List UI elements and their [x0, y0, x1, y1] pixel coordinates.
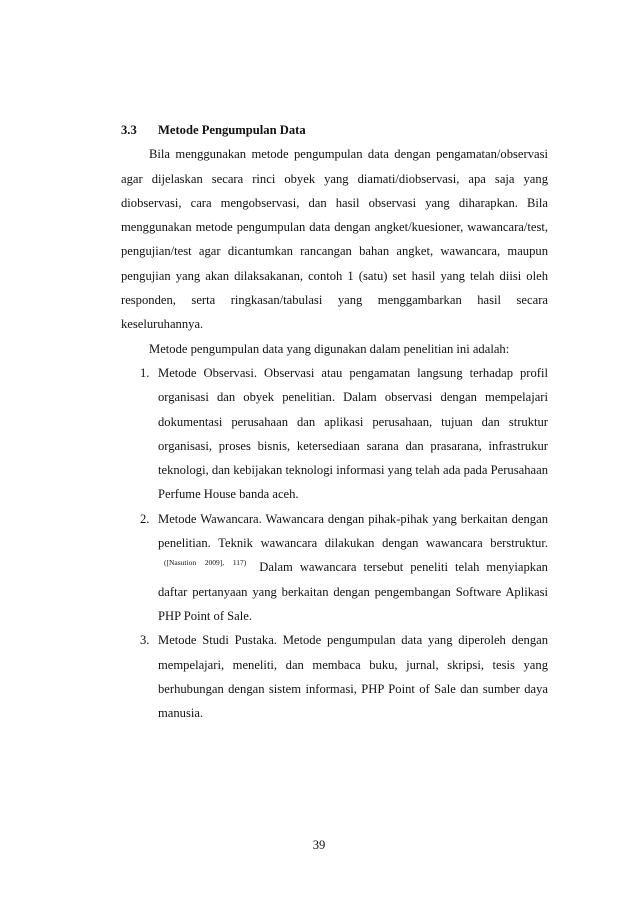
citation: ([Nasution 2009], 117): [164, 558, 247, 568]
list-item-text: Metode Observasi. Observasi atau pengamatan langsung terhadap profil organisasi dan obyek penelitian. Dalam observasi dengan mempelajari dokumentasi perusahaan dan aplikasi perusahaan, tujuan dan struktur organisasi, proses bisnis, ketersediaan sarana dan prasarana, infrastrukur teknologi, dan kebijakan teknologi informasi yang telah ada pada Perusahaan Perfume House banda aceh.: [158, 365, 548, 502]
intro-paragraph: Bila menggunakan metode pengumpulan data dengan pengamatan/observasi agar dijelaskan secara rinci obyek yang diamati/diobservasi, apa saja yang diobservasi, cara mengobservasi, dan hasil observasi yang diharapkan. Bila menggunakan metode pengumpulan data dengan angket/kuesioner, wawancara/test, pengujian/test agar dicantumkan rancangan bahan angket, wawancara, maupun pengujian yang akan dilaksakanan, contoh 1 (satu) set hasil yang telah diisi oleh responden, serta ringkasan/tabulasi yang menggambarkan hasil secara keseluruhannya.: [121, 147, 548, 332]
list-item-text-after: Dalam wawancara tersebut peneliti telah menyiapkan daftar pertanyaan yang berkaitan dengan pengembangan Software Aplikasi PHP Point of Sale.: [158, 560, 548, 623]
section-title: Metode Pengumpulan Data: [158, 123, 306, 137]
list-marker: 2.: [140, 511, 150, 526]
list-item-wawancara: [121, 507, 548, 628]
section-heading: [121, 118, 548, 142]
list-item-text: Metode Studi Pustaka. Metode pengumpulan data yang diperoleh dengan mempelajari, meneliti, dan membaca buku, jurnal, skripsi, tesis yang berhubungan dengan sistem informasi, PHP Point of Sale dan sumber daya manusia.: [158, 633, 548, 721]
list-marker: 1.: [140, 365, 150, 380]
list-marker: 3.: [140, 633, 150, 648]
methods-intro-paragraph: Metode pengumpulan data yang digunakan dalam penelitian ini adalah:: [149, 341, 510, 356]
methods-list: [121, 361, 548, 725]
page-content: [121, 118, 548, 725]
list-item-studi-pustaka: [121, 628, 548, 725]
page-number: 39: [312, 838, 326, 852]
list-item-text-before: Metode Wawancara. Wawancara dengan pihak-pihak yang berkaitan dengan penelitian. Teknik wawancara dilakukan dengan wawancara berstruktur.: [158, 511, 548, 551]
section-number: 3.3: [121, 123, 137, 137]
list-item-observasi: [121, 361, 548, 507]
